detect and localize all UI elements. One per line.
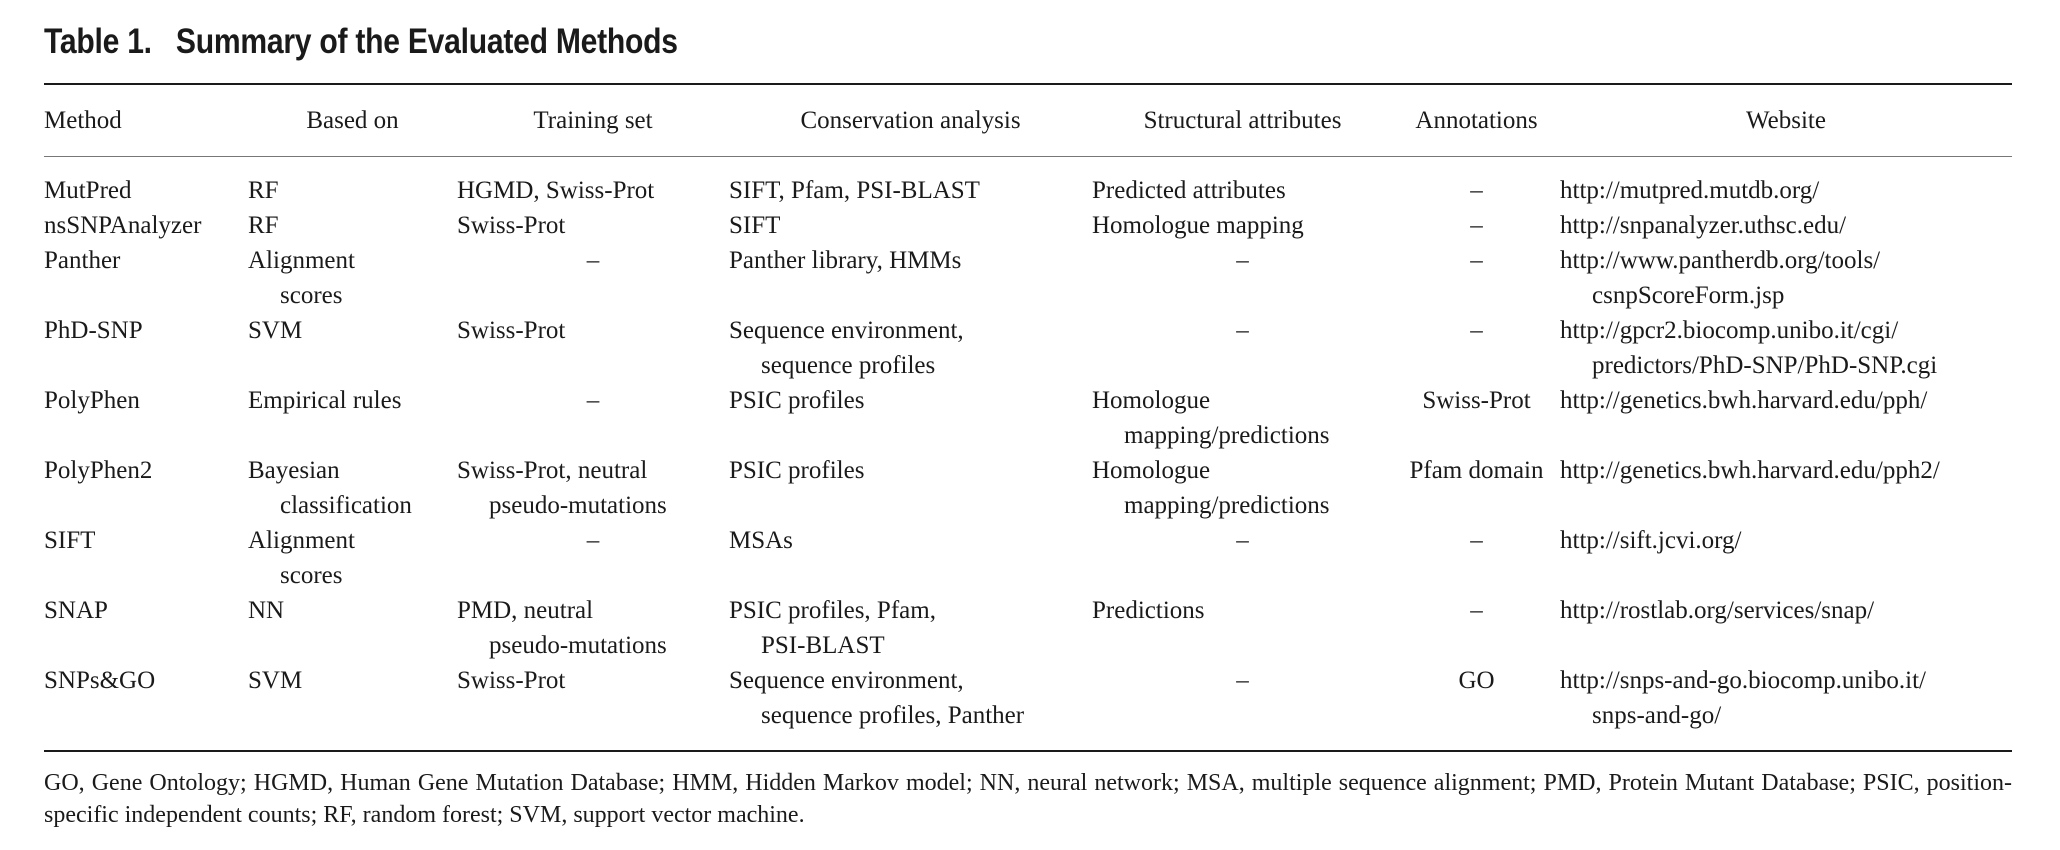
table-row	[44, 243, 2012, 313]
cell-line: Panther	[44, 247, 121, 274]
cell-based-on	[248, 453, 457, 523]
cell-line: Swiss-Prot	[457, 667, 566, 694]
cell-line: HGMD, Swiss-Prot	[457, 177, 655, 204]
cell-method	[44, 523, 248, 593]
cell-method	[44, 593, 248, 663]
cell-training-set	[457, 159, 729, 208]
cell-line: SIFT, Pfam, PSI-BLAST	[729, 177, 980, 204]
cell-line: Swiss-Prot	[1422, 387, 1531, 414]
cell-line: scores	[280, 562, 343, 589]
cell-line: –	[1470, 212, 1483, 239]
cell-line: PolyPhen2	[44, 457, 153, 484]
cell-structural-attributes	[1092, 313, 1393, 383]
cell-annotations	[1393, 523, 1560, 593]
cell-line: Predictions	[1092, 597, 1205, 624]
cell-line: –	[586, 387, 600, 414]
cell-line: MSAs	[729, 527, 793, 554]
cell-line: pseudo-mutations	[489, 492, 667, 519]
cell-line: classification	[280, 492, 412, 519]
cell-conservation-analysis	[729, 159, 1092, 208]
cell-method	[44, 159, 248, 208]
cell-line: sequence profiles, Panther	[761, 702, 1025, 729]
cell-website	[1560, 593, 2012, 663]
cell-line: –	[586, 247, 600, 274]
cell-line: Predicted attributes	[1092, 177, 1286, 204]
top-rule	[44, 83, 2012, 85]
table-caption	[44, 22, 678, 62]
cell-conservation-analysis	[729, 383, 1092, 453]
cell-line: pseudo-mutations	[489, 632, 667, 659]
cell-website	[1560, 453, 2012, 523]
cell-annotations	[1393, 453, 1560, 523]
cell-line: SVM	[248, 667, 303, 694]
column-header-method: Method	[44, 107, 122, 134]
cell-line: http://genetics.bwh.harvard.edu/pph/	[1560, 387, 1928, 414]
cell-line: http://rostlab.org/services/snap/	[1560, 597, 1875, 624]
cell-line: nsSNPAnalyzer	[44, 212, 202, 239]
table-row	[44, 593, 2012, 663]
cell-line: GO	[1458, 667, 1495, 694]
cell-line: RF	[248, 177, 279, 204]
header-row	[44, 95, 2012, 159]
table-row	[44, 663, 2012, 733]
cell-website	[1560, 208, 2012, 243]
cell-conservation-analysis	[729, 453, 1092, 523]
cell-based-on	[248, 159, 457, 208]
cell-line: SIFT	[729, 212, 781, 239]
cell-training-set	[457, 243, 729, 313]
cell-training-set	[457, 593, 729, 663]
cell-structural-attributes	[1092, 208, 1393, 243]
cell-method	[44, 208, 248, 243]
table-body	[44, 159, 2012, 733]
bottom-rule	[44, 750, 2012, 752]
cell-line: SNAP	[44, 597, 108, 624]
cell-based-on	[248, 313, 457, 383]
cell-based-on	[248, 383, 457, 453]
cell-line: http://gpcr2.biocomp.unibo.it/cgi/	[1560, 317, 1899, 344]
cell-line: PSIC profiles	[729, 457, 865, 484]
cell-structural-attributes	[1092, 159, 1393, 208]
table-row	[44, 383, 2012, 453]
cell-conservation-analysis	[729, 243, 1092, 313]
cell-structural-attributes	[1092, 593, 1393, 663]
cell-training-set	[457, 208, 729, 243]
cell-based-on	[248, 208, 457, 243]
cell-structural-attributes	[1092, 453, 1393, 523]
cell-training-set	[457, 663, 729, 733]
cell-line: http://genetics.bwh.harvard.edu/pph2/	[1560, 457, 1940, 484]
cell-line: http://sift.jcvi.org/	[1560, 527, 1742, 554]
cell-line: PSIC profiles	[729, 387, 865, 414]
cell-line: PSIC profiles, Pfam,	[729, 597, 936, 624]
cell-line: Sequence environment,	[729, 317, 964, 344]
cell-website	[1560, 383, 2012, 453]
cell-line: PhD-SNP	[44, 317, 143, 344]
cell-line: SVM	[248, 317, 303, 344]
cell-structural-attributes	[1092, 663, 1393, 733]
cell-line: –	[1470, 177, 1483, 204]
cell-conservation-analysis	[729, 593, 1092, 663]
cell-line: Pfam domain	[1409, 457, 1544, 484]
cell-website	[1560, 243, 2012, 313]
cell-line: Alignment	[248, 247, 355, 274]
cell-line: –	[1470, 247, 1483, 274]
cell-based-on	[248, 243, 457, 313]
cell-structural-attributes	[1092, 523, 1393, 593]
cell-line: PSI-BLAST	[761, 632, 885, 659]
cell-line: Empirical rules	[248, 387, 402, 414]
cell-website	[1560, 523, 2012, 593]
cell-line: http://mutpred.mutdb.org/	[1560, 177, 1820, 204]
cell-line: Swiss-Prot	[457, 317, 566, 344]
cell-line: Bayesian	[248, 457, 340, 484]
cell-method	[44, 383, 248, 453]
cell-conservation-analysis	[729, 313, 1092, 383]
cell-training-set	[457, 383, 729, 453]
cell-line: –	[1236, 527, 1249, 554]
table-row	[44, 523, 2012, 593]
cell-annotations	[1393, 383, 1560, 453]
cell-annotations	[1393, 663, 1560, 733]
cell-line: Swiss-Prot, neutral	[457, 457, 648, 484]
cell-method	[44, 663, 248, 733]
cell-line: –	[1470, 527, 1483, 554]
column-header-website: Website	[1746, 107, 1826, 134]
cell-structural-attributes	[1092, 383, 1393, 453]
cell-line: Panther library, HMMs	[729, 247, 962, 274]
cell-line: PolyPhen	[44, 387, 140, 414]
table-title: Summary of the Evaluated Methods	[175, 22, 678, 61]
cell-annotations	[1393, 159, 1560, 208]
cell-line: Homologue	[1092, 457, 1211, 484]
cell-line: Homologue mapping	[1092, 212, 1304, 239]
cell-structural-attributes	[1092, 243, 1393, 313]
cell-training-set	[457, 523, 729, 593]
table-row	[44, 208, 2012, 243]
table-row	[44, 453, 2012, 523]
column-header-conservation-analysis: Conservation analysis	[800, 107, 1021, 134]
table-footnote: GO, Gene Ontology; HGMD, Human Gene Mutation Database; HMM, Hidden Markov model; NN, neural network; MSA, multiple sequence alignment; PMD, Protein Mutant Database; PSIC, position-specific independent counts; RF, random forest; SVM, support vector machine.	[44, 770, 2012, 828]
cell-annotations	[1393, 313, 1560, 383]
column-header-training-set: Training set	[533, 107, 653, 134]
table-row	[44, 313, 2012, 383]
cell-annotations	[1393, 593, 1560, 663]
cell-line: Alignment	[248, 527, 355, 554]
cell-line: MutPred	[44, 177, 132, 204]
column-header-structural-attributes: Structural attributes	[1143, 107, 1342, 134]
cell-line: http://www.pantherdb.org/tools/	[1560, 247, 1881, 274]
cell-line: –	[1236, 247, 1249, 274]
cell-based-on	[248, 663, 457, 733]
cell-line: Swiss-Prot	[457, 212, 566, 239]
methods-table	[44, 95, 2012, 733]
column-header-based-on: Based on	[306, 107, 399, 134]
cell-conservation-analysis	[729, 523, 1092, 593]
cell-line: mapping/predictions	[1124, 492, 1330, 519]
cell-website	[1560, 663, 2012, 733]
cell-website	[1560, 159, 2012, 208]
cell-line: snps-and-go/	[1592, 702, 1722, 729]
cell-line: NN	[248, 597, 285, 624]
cell-line: scores	[280, 282, 343, 309]
cell-line: sequence profiles	[761, 352, 936, 379]
cell-line: http://snps-and-go.biocomp.unibo.it/	[1560, 667, 1926, 694]
cell-line: mapping/predictions	[1124, 422, 1330, 449]
cell-line: SNPs&GO	[44, 667, 156, 694]
cell-line: –	[1236, 667, 1249, 694]
cell-based-on	[248, 523, 457, 593]
cell-annotations	[1393, 208, 1560, 243]
cell-line: SIFT	[44, 527, 96, 554]
cell-conservation-analysis	[729, 208, 1092, 243]
cell-training-set	[457, 313, 729, 383]
cell-line: –	[586, 527, 600, 554]
cell-line: Homologue	[1092, 387, 1211, 414]
cell-line: http://snpanalyzer.uthsc.edu/	[1560, 212, 1847, 239]
cell-line: predictors/PhD-SNP/PhD-SNP.cgi	[1592, 352, 1938, 379]
cell-line: –	[1470, 317, 1483, 344]
cell-training-set	[457, 453, 729, 523]
cell-line: RF	[248, 212, 279, 239]
cell-line: csnpScoreForm.jsp	[1592, 282, 1785, 309]
cell-line: –	[1470, 597, 1483, 624]
cell-conservation-analysis	[729, 663, 1092, 733]
cell-based-on	[248, 593, 457, 663]
table-number: Table 1.	[44, 22, 152, 61]
cell-line: –	[1236, 317, 1249, 344]
cell-method	[44, 313, 248, 383]
table-row	[44, 159, 2012, 208]
cell-annotations	[1393, 243, 1560, 313]
cell-line: PMD, neutral	[457, 597, 594, 624]
cell-line: Sequence environment,	[729, 667, 964, 694]
cell-method	[44, 243, 248, 313]
column-header-annotations: Annotations	[1415, 107, 1538, 134]
cell-website	[1560, 313, 2012, 383]
cell-method	[44, 453, 248, 523]
